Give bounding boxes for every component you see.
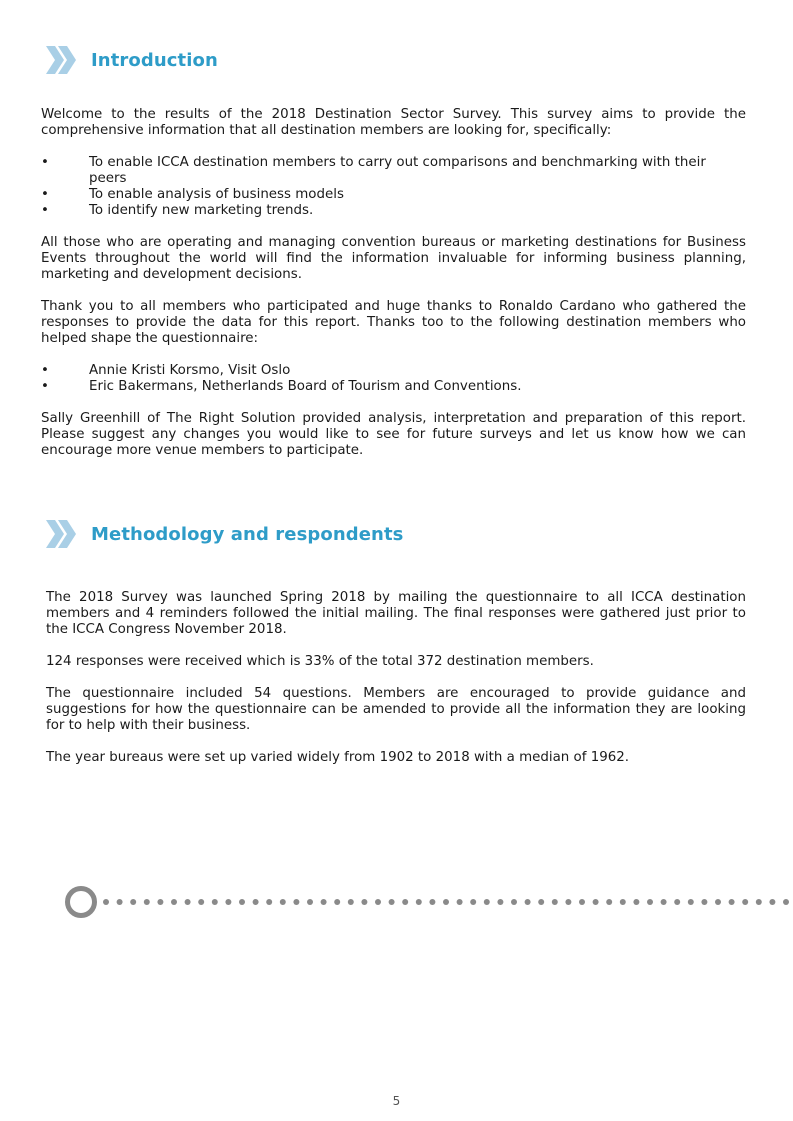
divider-dot <box>511 899 517 905</box>
divider-dot <box>579 899 585 905</box>
divider-dot <box>144 899 150 905</box>
bullet-glyph: • <box>41 203 49 218</box>
divider-dot <box>375 899 381 905</box>
methodology-header <box>44 518 403 550</box>
divider-dot <box>647 899 653 905</box>
methodology-paragraph-questions: The questionnaire included 54 questions. Members are encouraged to provide guidance and suggestions for how the questionnaire can be amended to provide all the information they are looking for to help with their business. <box>46 686 746 733</box>
divider-dot <box>552 899 558 905</box>
divider-dot <box>525 899 531 905</box>
divider-dot <box>266 899 272 905</box>
divider-dot <box>212 899 218 905</box>
divider-dot <box>783 899 789 905</box>
divider-dot <box>443 899 449 905</box>
divider-dots <box>103 899 789 905</box>
divider-dot <box>225 899 231 905</box>
intro-paragraph-thanks: Thank you to all members who participated and huge thanks to Ronaldo Cardano who gathered the responses to provide the data for this report. Thanks too to the following destination members who helped shape the questionnaire: <box>41 299 746 346</box>
helpers-list <box>41 363 746 395</box>
list-item <box>41 363 746 379</box>
divider-dot <box>334 899 340 905</box>
intro-paragraph-welcome: Welcome to the results of the 2018 Destination Sector Survey. This survey aims to provide the comprehensive information that all destination members are looking for, specifically: <box>41 107 746 138</box>
list-item-text: To enable analysis of business models <box>89 187 344 202</box>
divider-dot <box>429 899 435 905</box>
divider-dot <box>198 899 204 905</box>
methodology-paragraph-launch: The 2018 Survey was launched Spring 2018 by mailing the questionnaire to all ICCA destination members and 4 reminders followed the initial mailing. The final responses were gathered just prior to the ICCA Congress November 2018. <box>46 590 746 637</box>
divider-dot <box>307 899 313 905</box>
divider-dot <box>402 899 408 905</box>
divider-dot <box>280 899 286 905</box>
list-item-text: To enable ICCA destination members to carry out comparisons and benchmarking with their peers <box>89 155 706 186</box>
divider-dot <box>701 899 707 905</box>
list-item-text: To identify new marketing trends. <box>89 203 314 218</box>
bullet-glyph: • <box>41 363 49 378</box>
divider-dot <box>130 899 136 905</box>
divider-dot <box>674 899 680 905</box>
divider-dot <box>348 899 354 905</box>
list-item <box>41 203 746 219</box>
divider-dot <box>729 899 735 905</box>
divider-dot <box>361 899 367 905</box>
list-item-text: Eric Bakermans, Netherlands Board of Tourism and Conventions. <box>89 379 522 394</box>
intro-body <box>41 107 746 475</box>
divider-dot <box>742 899 748 905</box>
divider-dot <box>593 899 599 905</box>
intro-header <box>44 44 218 76</box>
divider-dot <box>688 899 694 905</box>
divider-dot <box>239 899 245 905</box>
divider-dot <box>484 899 490 905</box>
divider-dot <box>157 899 163 905</box>
bullet-glyph: • <box>41 379 49 394</box>
divider-dot <box>185 899 191 905</box>
divider-dot <box>756 899 762 905</box>
list-item <box>41 155 746 187</box>
methodology-paragraph-responses: 124 responses were received which is 33% of the total 372 destination members. <box>46 654 594 669</box>
divider-dot <box>389 899 395 905</box>
divider-dot <box>293 899 299 905</box>
divider-dot <box>769 899 775 905</box>
hollow-circle-icon <box>68 889 95 916</box>
double-chevron-right-icon <box>44 44 78 76</box>
dotted-divider <box>64 885 793 919</box>
intro-title: Introduction <box>91 49 218 71</box>
divider-dot <box>497 899 503 905</box>
methodology-title: Methodology and respondents <box>91 523 404 545</box>
methodology-paragraph-years: The year bureaus were set up varied widely from 1902 to 2018 with a median of 1962. <box>46 750 630 765</box>
intro-paragraph-credits: Sally Greenhill of The Right Solution provided analysis, interpretation and preparation of this report. Please suggest any changes you would like to see for future surveys and let us know how we can encourage more venue members to participate. <box>41 411 746 458</box>
bullet-glyph: • <box>41 187 49 202</box>
divider-dot <box>416 899 422 905</box>
page-number: 5 <box>392 1094 401 1108</box>
divider-dot <box>253 899 259 905</box>
divider-dot <box>606 899 612 905</box>
intro-paragraph-audience: All those who are operating and managing convention bureaus or marketing destinations for Business Events throughout the world will find the information invaluable for informing business planning, marketing and development decisions. <box>41 235 746 282</box>
divider-dot <box>117 899 123 905</box>
methodology-body <box>46 590 746 782</box>
divider-dot <box>103 899 109 905</box>
divider-dot <box>565 899 571 905</box>
divider-dot <box>620 899 626 905</box>
list-item <box>41 187 746 203</box>
list-item-text: Annie Kristi Korsmo, Visit Oslo <box>89 363 291 378</box>
divider-dot <box>661 899 667 905</box>
bullet-glyph: • <box>41 155 49 170</box>
list-item <box>41 379 746 395</box>
double-chevron-right-icon <box>44 518 78 550</box>
divider-dot <box>470 899 476 905</box>
divider-dot <box>171 899 177 905</box>
divider-dot <box>538 899 544 905</box>
divider-dot <box>633 899 639 905</box>
divider-dot <box>715 899 721 905</box>
aims-list <box>41 155 746 219</box>
divider-dot <box>321 899 327 905</box>
divider-dot <box>457 899 463 905</box>
